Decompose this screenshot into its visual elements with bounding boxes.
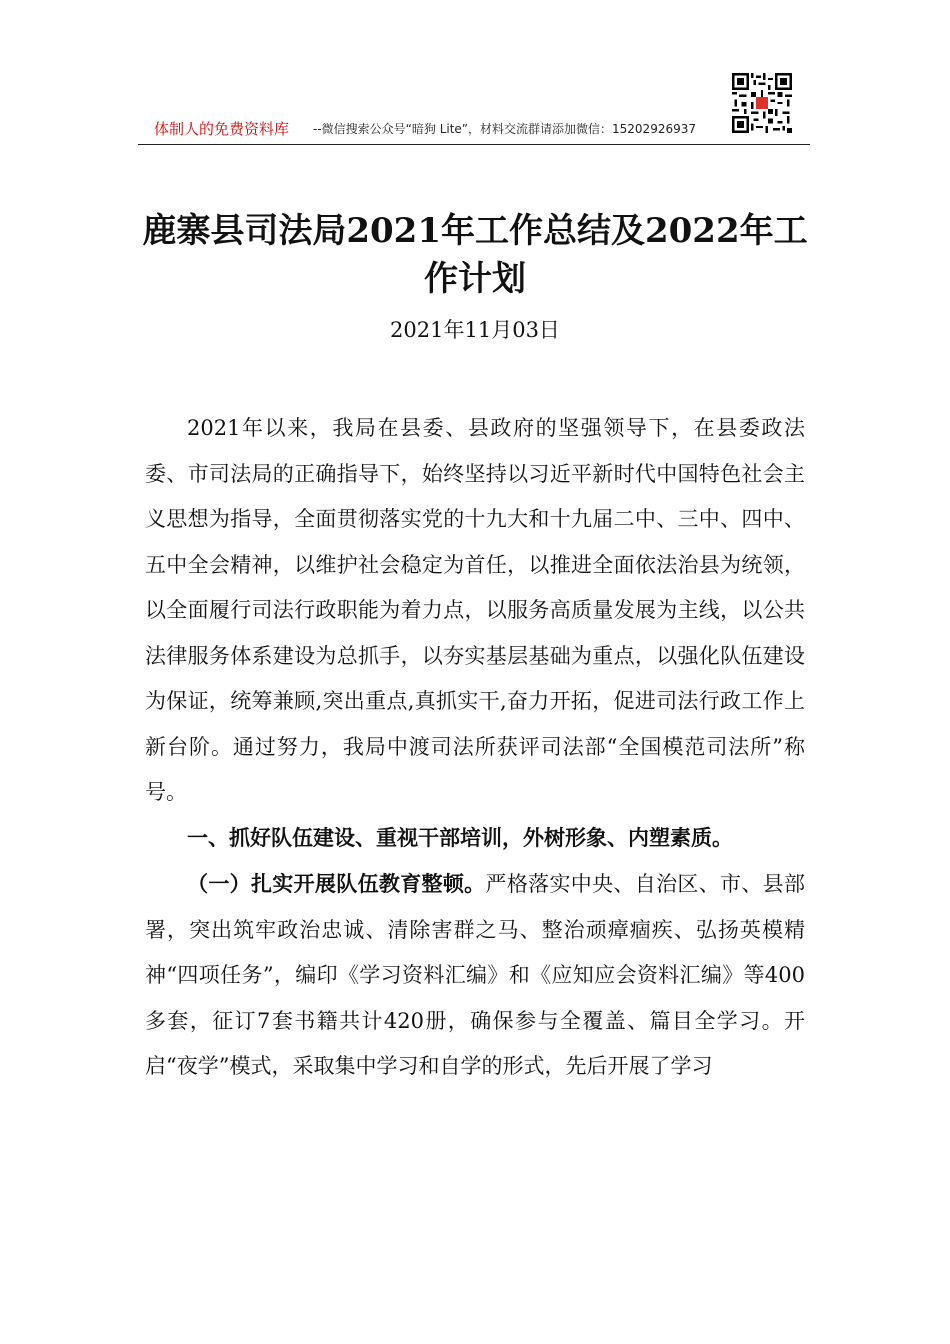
title-line-2: 作计划	[424, 259, 526, 299]
subsection-1-paragraph	[145, 861, 805, 1090]
header-slogan: --微信搜索公众号“暗狗 Lite”，材料交流群请添加微信：15202926937	[313, 122, 696, 136]
subsection-1-heading: （一）扎实开展队伍教育整顿。	[187, 871, 486, 896]
header-brand: 体制人的免费资料库	[154, 120, 290, 138]
document-date: 2021年11月03日	[390, 318, 560, 342]
section-1-heading: 一、抓好队伍建设、重视干部培训，外树形象、内塑素质。	[187, 825, 733, 850]
qr-code-icon	[732, 73, 792, 133]
title-line-1: 鹿寨县司法局2021年工作总结及2022年工	[142, 211, 808, 251]
qr-center-logo	[756, 97, 768, 109]
document-title	[130, 207, 820, 303]
page-header	[138, 118, 810, 145]
document-body	[145, 406, 805, 1090]
subsection-1-text: 严格落实中央、自治区、市、县部署，突出筑牢政治忠诚、清除害群之马、整治顽瘴痼疾、弘扬英模精神“四项任务”，编印《学习资料汇编》和《应知应会资料汇编》等400多套，征订7套书籍共计420册，确保参与全覆盖、篇目全学习。开启“夜学”模式，采取集中学习和自学的形式，先后开展了学习	[145, 872, 805, 1078]
intro-paragraph: 2021年以来，我局在县委、县政府的坚强领导下，在县委政法委、市司法局的正确指导下，始终坚持以习近平新时代中国特色社会主义思想为指导，全面贯彻落实党的十九大和十九届二中、三中、四中、五中全会精神，以维护社会稳定为首任，以推进全面依法治县为统领，以全面履行司法行政职能为着力点，以服务高质量发展为主线，以公共法律服务体系建设为总抓手，以夯实基层基础为重点，以强化队伍建设为保证，统筹兼顾,突出重点,真抓实干,奋力开拓，促进司法行政工作上新台阶。通过努力，我局中渡司法所获评司法部“全国模范司法所”称号。	[145, 416, 805, 804]
